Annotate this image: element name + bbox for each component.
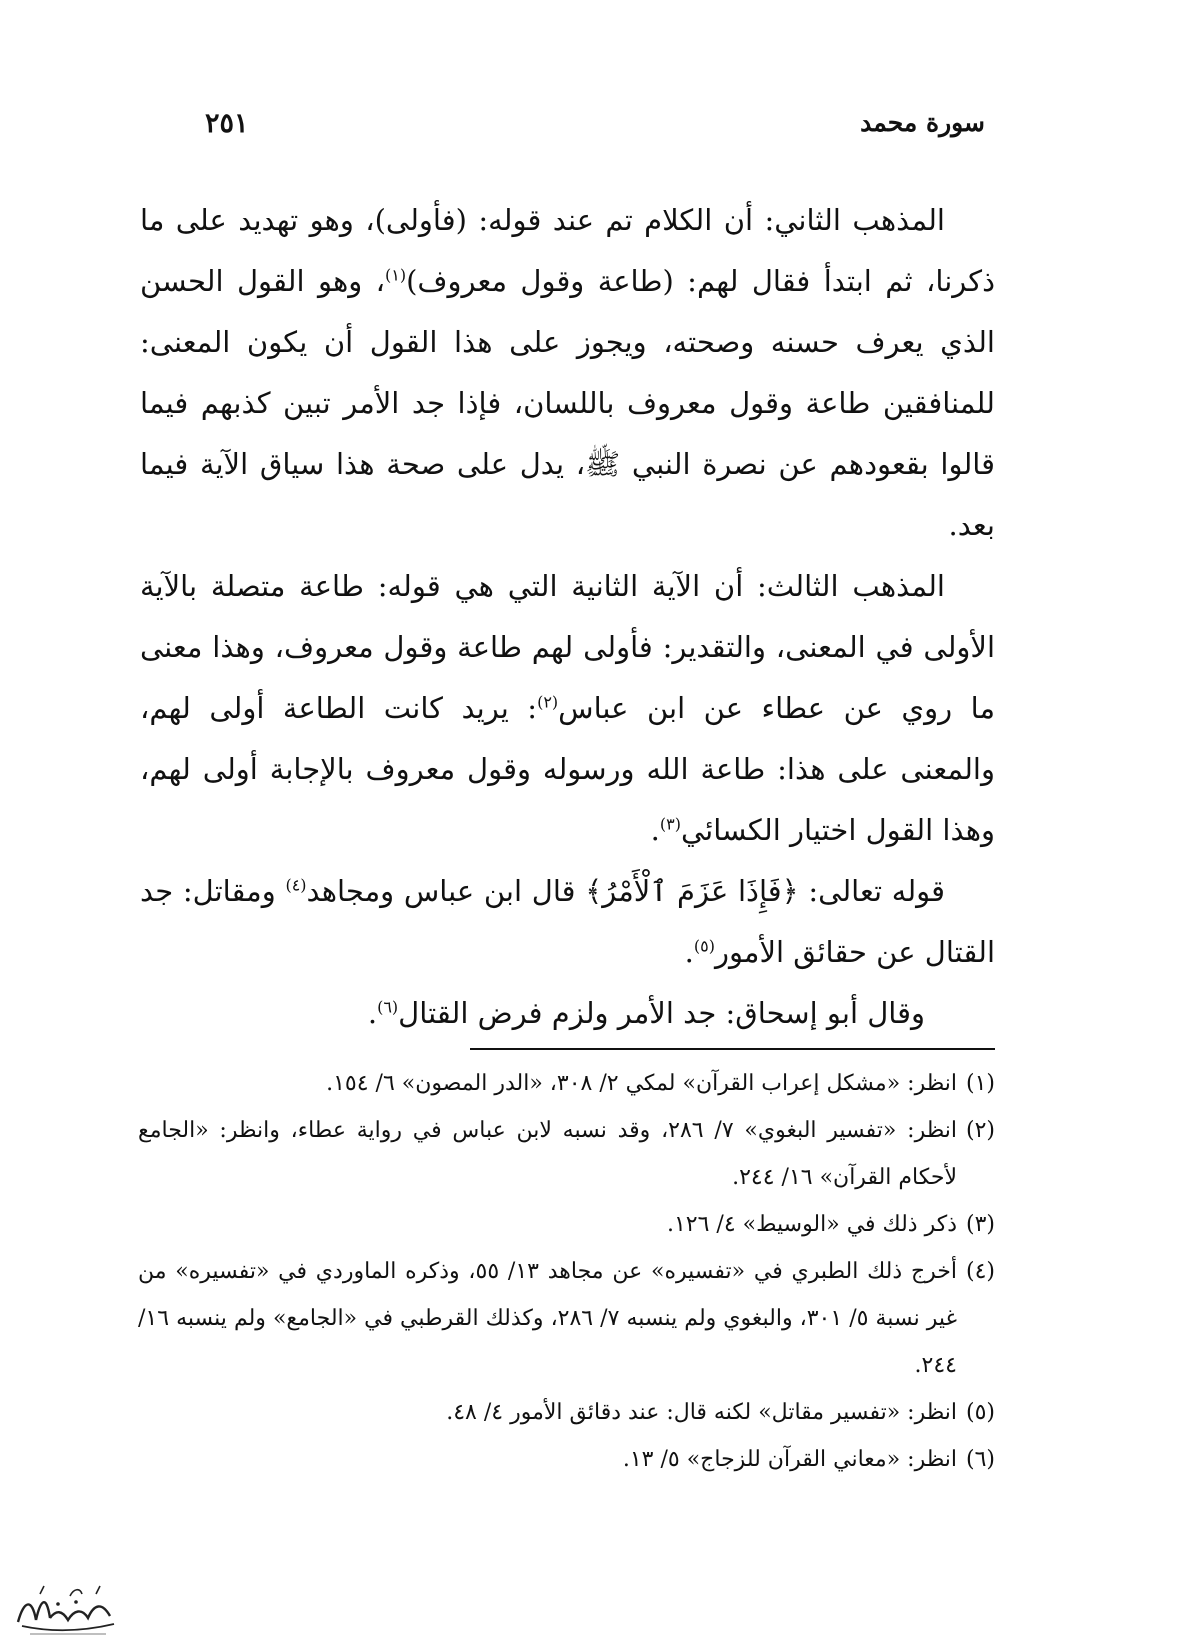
footnote [138,1389,995,1436]
footnote-number: (٢) [965,1118,995,1143]
text-segment: ، وهو القول الحسن الذي يعرف حسنه وصحته، ويجوز على هذا القول أن يكون المعنى: للمنافقين طاعة وقول معروف باللسان، فإذا جد الأمر تبين كذبهم فيما قالوا بقعودهم عن نصرة النبي ﷺ، يدل على صحة هذا سياق الآية فيما بعد. [140,264,995,542]
footnote-number: (١) [965,1071,995,1096]
page-number: ٢٥١ [205,108,249,139]
footnote-text: انظر: «معاني القرآن للزجاج» ٥/ ١٣. [622,1447,957,1472]
text-segment: ومقاتل: جد القتال عن حقائق الأمور [140,874,995,969]
footnote-text: انظر: «تفسير البغوي» ٧/ ٢٨٦، وقد نسبه لابن عباس في رواية عطاء، وانظر: «الجامع لأحكام القرآن» ١٦/ ٢٤٤. [138,1118,957,1190]
footnote [138,1107,995,1201]
footnote-text: انظر: «تفسير مقاتل» لكنه قال: عند دقائق الأمور ٤/ ٤٨. [446,1400,957,1425]
text-segment: المذهب الثالث: أن الآية الثانية التي هي قوله: طاعة متصلة بالآية الأولى في المعنى، والتقدير: فأولى لهم طاعة وقول معروف، وهذا معنى ما روي عن عطاء عن ابن عباس [140,569,995,725]
text-segment: . [367,996,378,1030]
paragraph-third-view [140,556,995,861]
main-text [140,190,995,1044]
paragraph-verse-commentary [140,861,995,983]
footnote-text: انظر: «مشكل إعراب القرآن» لمكي ٢/ ٣٠٨، «الدر المصون» ٦/ ١٥٤. [326,1071,957,1096]
footnote-divider [470,1048,995,1050]
text-segment: المذهب الثاني: أن الكلام تم عند قوله: (فأولى)، وهو تهديد على ما ذكرنا، ثم ابتدأ فقال لهم: (طاعة وقول معروف) [140,203,995,298]
footnotes [138,1060,995,1483]
page-header [205,108,985,152]
footnote-text: أخرج ذلك الطبري في «تفسيره» عن مجاهد ١٣/ ٥٥، وذكره الماوردي في «تفسيره» من غير نسبة ٥/ ٣٠١، والبغوي ولم ينسبه ٧/ ٢٨٦، وكذلك القرطبي في «الجامع» ولم ينسبه ١٦/ ٢٤٤. [138,1259,958,1378]
footnote-ref-6: (٦) [377,997,399,1017]
calligraphic-seal-icon [10,1580,120,1640]
footnote-ref-4: (٤) [285,875,307,895]
paragraph-second-view [140,190,995,556]
text-segment: وقال أبو إسحاق: جد الأمر ولزم فرض القتال [398,996,925,1030]
running-title: سورة محمد [860,108,985,137]
footnote [138,1060,995,1107]
footnote-number: (٤) [965,1259,995,1284]
footnote-ref-1: (١) [385,265,407,285]
seal-drawing [10,1580,120,1640]
footnote [138,1436,995,1483]
text-segment: قوله تعالى: ﴿فَإِذَا عَزَمَ ٱلْأَمْرُ﴾ قال ابن عباس ومجاهد [306,874,945,908]
text-segment: . [650,813,660,847]
text-segment: : يريد كانت الطاعة أولى لهم، والمعنى على هذا: طاعة الله ورسوله وقول معروف بالإجابة أولى لهم، وهذا القول اختيار الكسائي [140,691,995,847]
footnote-number: (٥) [965,1400,995,1425]
paragraph-abu-ishaq [140,983,995,1044]
footnote-number: (٦) [965,1447,995,1472]
footnote [138,1248,995,1389]
text-segment: . [684,935,694,969]
footnote-ref-2: (٢) [537,692,559,712]
footnote-number: (٣) [965,1212,995,1237]
footnote-text: ذكر ذلك في «الوسيط» ٤/ ١٢٦. [666,1212,957,1237]
footnote-ref-3: (٣) [659,814,681,834]
footnote-ref-5: (٥) [693,936,715,956]
footnote [138,1201,995,1248]
